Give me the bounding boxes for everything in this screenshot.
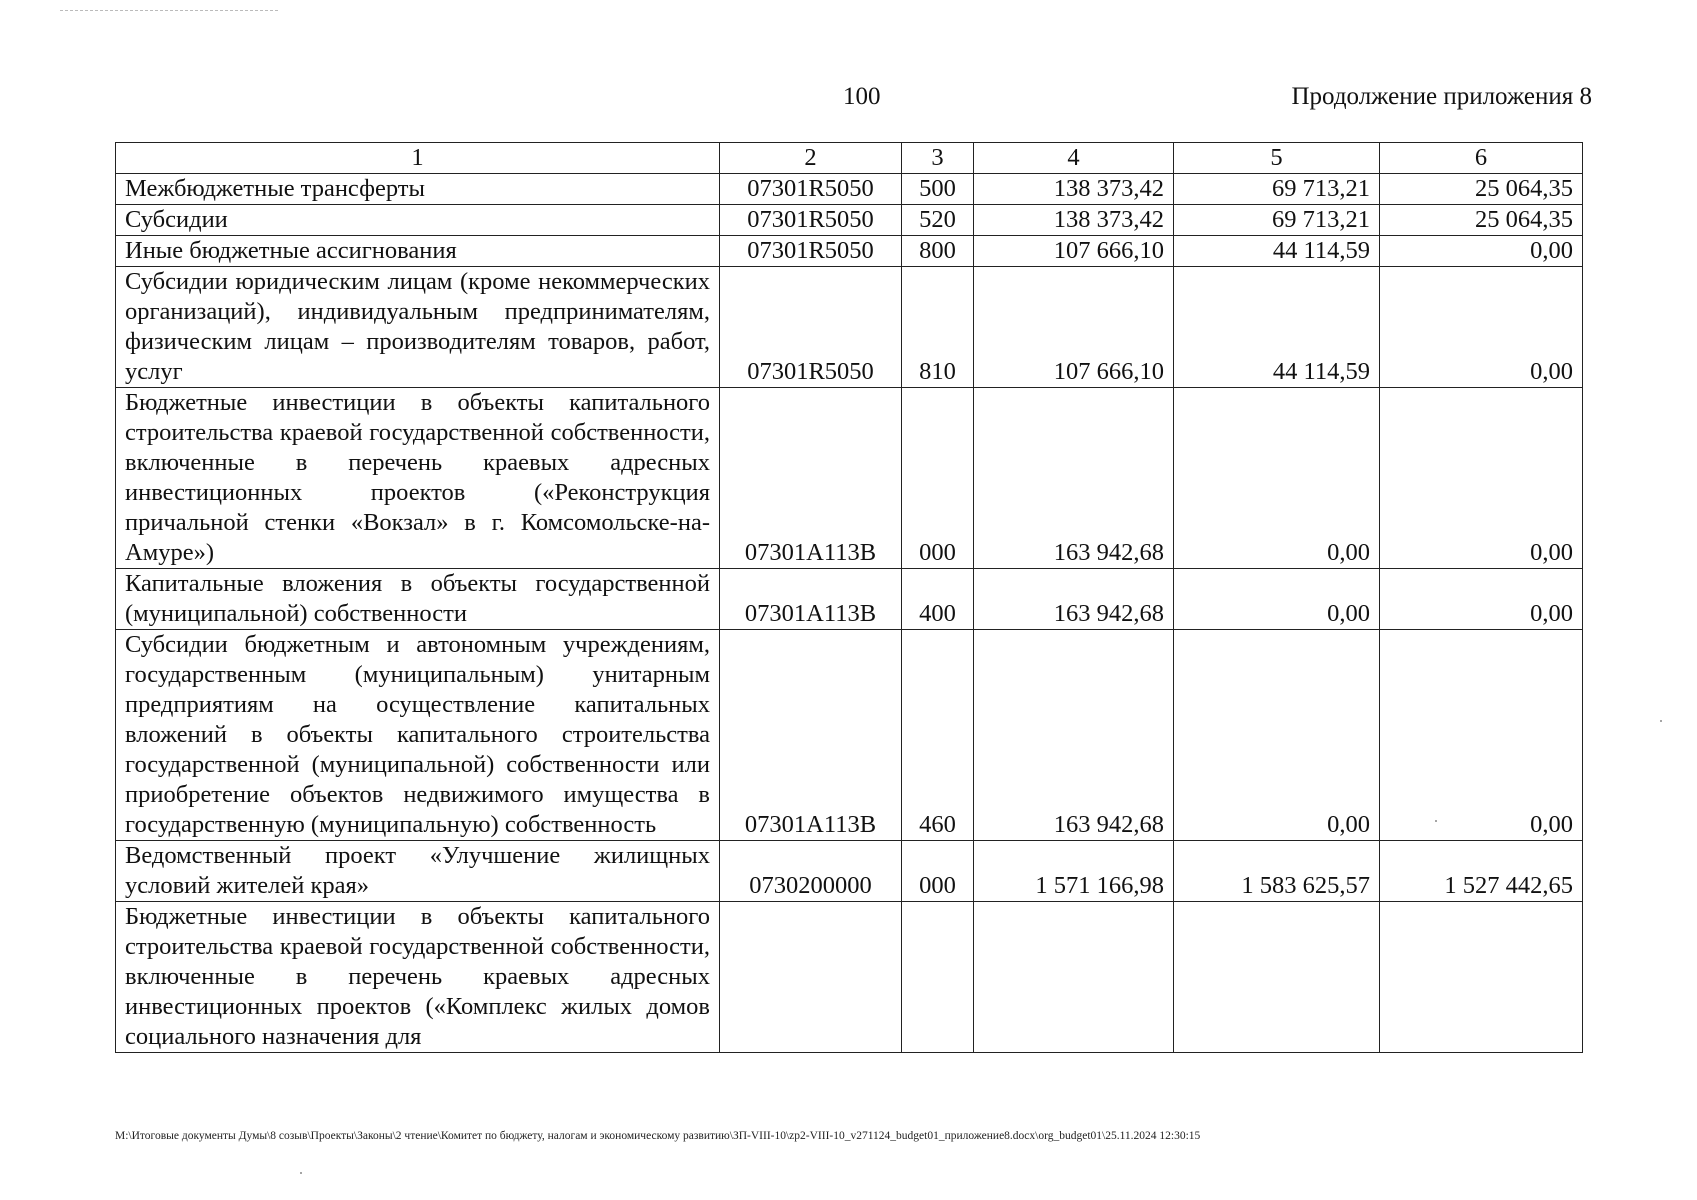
expense-type-code: 400 [902, 569, 974, 630]
target-article-code [720, 902, 902, 1053]
column-number: 3 [902, 143, 974, 174]
table-row [116, 841, 1583, 902]
scan-speck [1435, 820, 1437, 822]
scan-speck [1660, 720, 1662, 722]
column-number: 6 [1380, 143, 1583, 174]
document-file-path: М:\Итоговые документы Думы\8 созыв\Проекты\Законы\2 чтение\Комитет по бюджету, налогам и экономическому развитию\ЗП-VIII-10\zp2-VIII-10_v271124_budget01_приложение8.docx\org_budget01\25.11.2024 12:30:15 [115, 1130, 1201, 1142]
amount-col5: 0,00 [1174, 630, 1380, 841]
amount-col6 [1380, 902, 1583, 1053]
table-row [116, 630, 1583, 841]
expense-type-code: 800 [902, 236, 974, 267]
expense-type-code: 000 [902, 841, 974, 902]
amount-col6: 0,00 [1380, 630, 1583, 841]
target-article-code: 0730200000 [720, 841, 902, 902]
target-article-code: 07301А113В [720, 569, 902, 630]
column-number: 2 [720, 143, 902, 174]
amount-col6: 25 064,35 [1380, 205, 1583, 236]
amount-col5: 44 114,59 [1174, 267, 1380, 388]
amount-col6: 0,00 [1380, 569, 1583, 630]
table-row [116, 388, 1583, 569]
expense-name: Межбюджетные трансферты [116, 174, 720, 205]
expense-name: Иные бюджетные ассигнования [116, 236, 720, 267]
expense-type-code: 000 [902, 388, 974, 569]
expense-type-code: 810 [902, 267, 974, 388]
expense-name: Капитальные вложения в объекты государственной (муниципальной) собственности [116, 569, 720, 630]
expense-name: Субсидии [116, 205, 720, 236]
target-article-code: 07301А113В [720, 630, 902, 841]
target-article-code: 07301R5050 [720, 174, 902, 205]
amount-col6: 1 527 442,65 [1380, 841, 1583, 902]
amount-col4: 163 942,68 [974, 630, 1174, 841]
table-row [116, 569, 1583, 630]
expense-type-code: 500 [902, 174, 974, 205]
table-row [116, 205, 1583, 236]
expense-name: Бюджетные инвестиции в объекты капитального строительства краевой государственной собственности, включенные в перечень краевых адресных инвестиционных проектов («Реконструкция причальной стенки «Вокзал» в г. Комсомольске-на-Амуре») [116, 388, 720, 569]
amount-col4: 107 666,10 [974, 236, 1174, 267]
expense-name: Бюджетные инвестиции в объекты капитального строительства краевой государственной собственности, включенные в перечень краевых адресных инвестиционных проектов («Комплекс жилых домов социального назначения для [116, 902, 720, 1053]
column-number-row [116, 143, 1583, 174]
amount-col4: 138 373,42 [974, 174, 1174, 205]
expense-name: Субсидии бюджетным и автономным учреждениям, государственным (муниципальным) унитарным предприятиям на осуществление капитальных вложений в объекты капитального строительства государственной (муниципальной) собственности или приобретение объектов недвижимого имущества в государственную (муниципальную) собственность [116, 630, 720, 841]
table-row [116, 902, 1583, 1053]
target-article-code: 07301R5050 [720, 205, 902, 236]
target-article-code: 07301А113В [720, 388, 902, 569]
amount-col5 [1174, 902, 1380, 1053]
amount-col4: 163 942,68 [974, 569, 1174, 630]
table-row [116, 267, 1583, 388]
table-row [116, 236, 1583, 267]
amount-col4: 138 373,42 [974, 205, 1174, 236]
amount-col5: 44 114,59 [1174, 236, 1380, 267]
target-article-code: 07301R5050 [720, 236, 902, 267]
expense-type-code: 520 [902, 205, 974, 236]
scan-top-rule [60, 10, 278, 11]
scan-speck [300, 1172, 302, 1174]
column-number: 5 [1174, 143, 1380, 174]
amount-col5: 69 713,21 [1174, 205, 1380, 236]
expense-type-code [902, 902, 974, 1053]
column-number: 4 [974, 143, 1174, 174]
amount-col4: 163 942,68 [974, 388, 1174, 569]
amount-col6: 0,00 [1380, 388, 1583, 569]
amount-col5: 69 713,21 [1174, 174, 1380, 205]
page-number: 100 [843, 83, 881, 110]
amount-col5: 0,00 [1174, 388, 1380, 569]
amount-col4: 1 571 166,98 [974, 841, 1174, 902]
amount-col4 [974, 902, 1174, 1053]
expense-name: Ведомственный проект «Улучшение жилищных условий жителей края» [116, 841, 720, 902]
amount-col5: 1 583 625,57 [1174, 841, 1380, 902]
appendix-continuation-label: Продолжение приложения 8 [1291, 83, 1592, 110]
budget-table [115, 142, 1583, 1053]
amount-col4: 107 666,10 [974, 267, 1174, 388]
table-row [116, 174, 1583, 205]
amount-col6: 0,00 [1380, 236, 1583, 267]
amount-col5: 0,00 [1174, 569, 1380, 630]
amount-col6: 25 064,35 [1380, 174, 1583, 205]
expense-type-code: 460 [902, 630, 974, 841]
target-article-code: 07301R5050 [720, 267, 902, 388]
column-number: 1 [116, 143, 720, 174]
amount-col6: 0,00 [1380, 267, 1583, 388]
expense-name: Субсидии юридическим лицам (кроме некоммерческих организаций), индивидуальным предпринимателям, физическим лицам – производителям товаров, работ, услуг [116, 267, 720, 388]
